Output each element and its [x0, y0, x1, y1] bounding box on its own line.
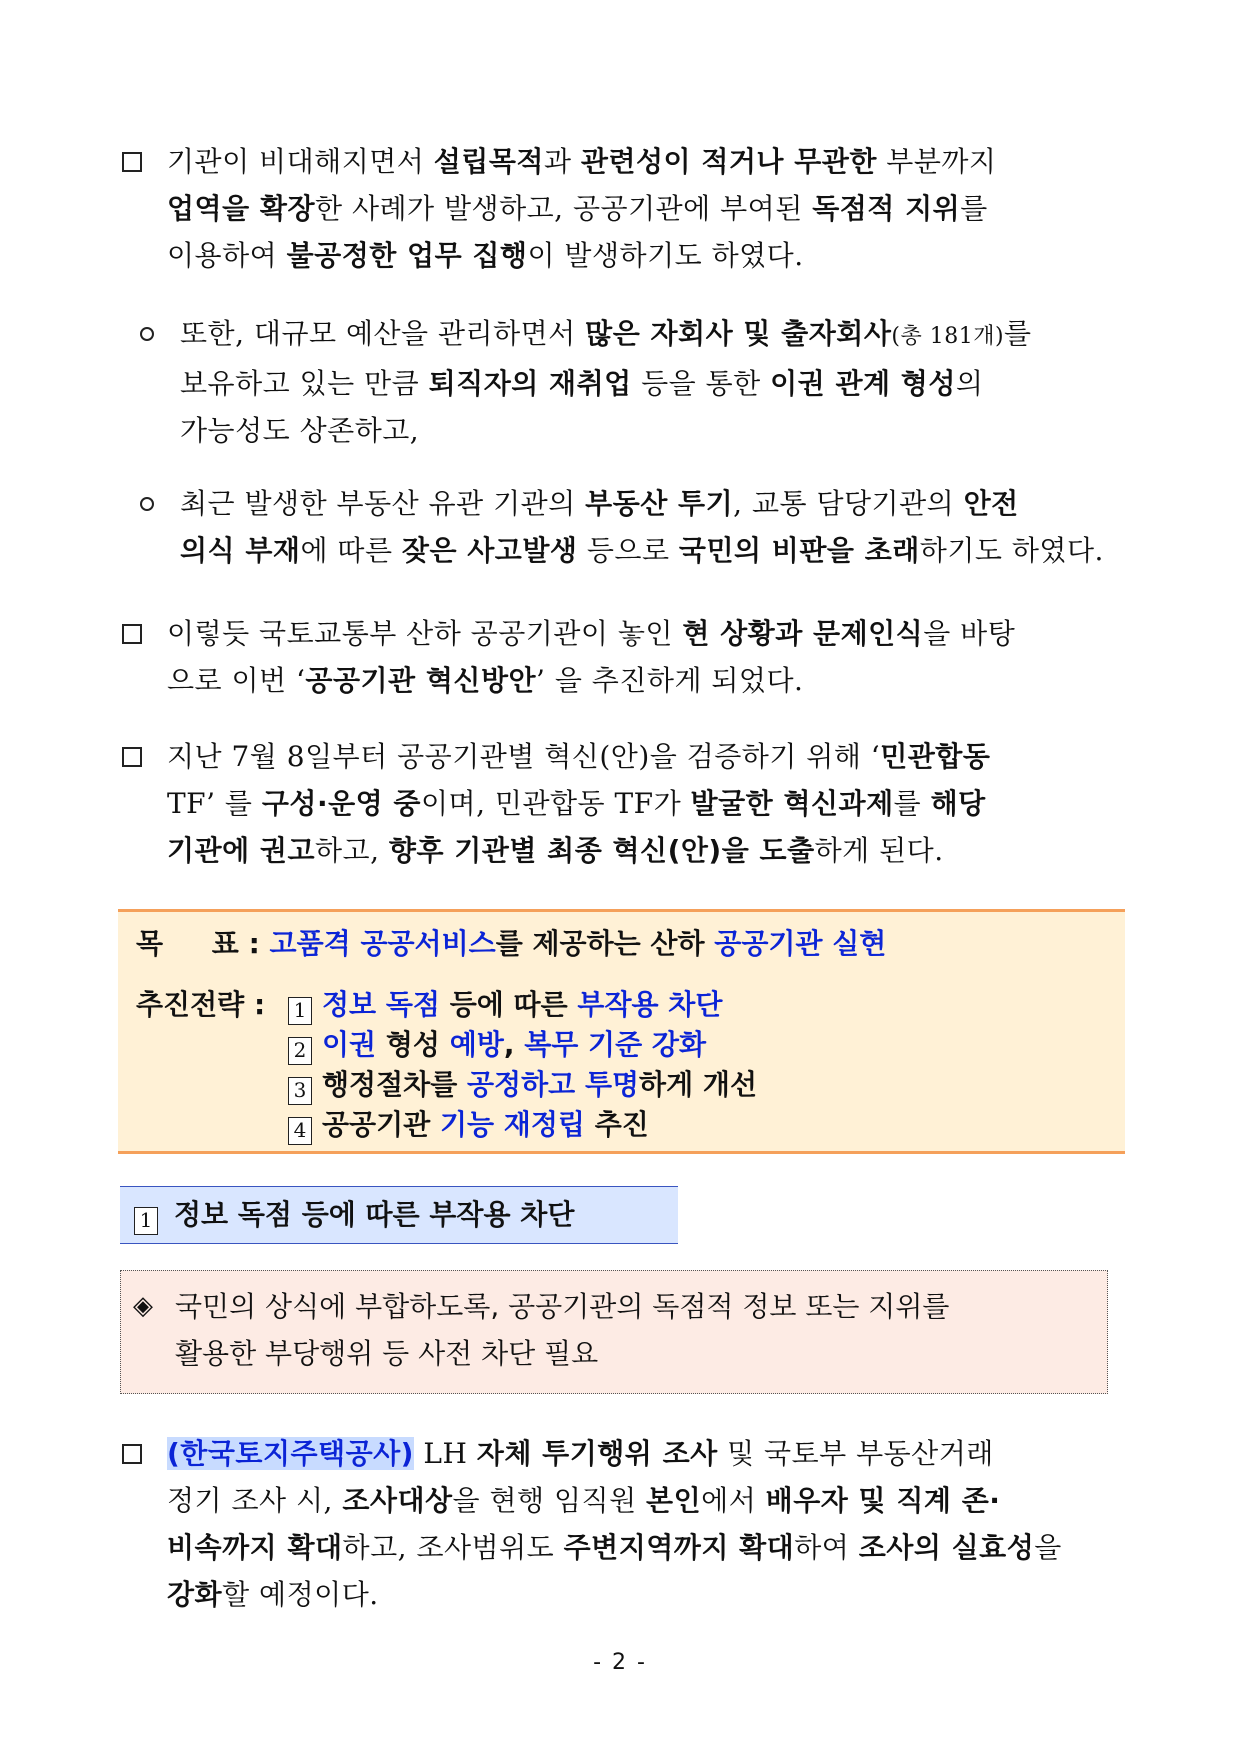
strategy-text: 추진: [584, 1108, 649, 1141]
goal-label: 목 표 :: [136, 927, 260, 960]
paragraph-6: (한국토지주택공사) LH 자체 투기행위 조사 및 국토부 부동산거래 정기 조사 시, 조사대상을 현행 임직원 본인에서 배우자 및 직계 존· 비속까지 확대하고, 조사범위도 주변지역까지 확대하여 조사의 실효성을 강화할 예정이다.: [167, 1437, 1062, 1611]
strategy-number: 4: [288, 1117, 312, 1145]
paragraph-5: 지난 7월 8일부터 공공기관별 혁신(안)을 검증하기 위해 ‘민관합동 TF’ 를 구성·운영 중이며, 민관합동 TF가 발굴한 혁신과제를 해당 기관에 권고하고, 향후 기관별 최종 혁신(안)을 도출하게 된다.: [167, 740, 991, 867]
strategy-text: 부작용 차단: [577, 988, 723, 1021]
note-line: 국민의 상식에 부합하도록, 공공기관의 독점적 정보 또는 지위를: [175, 1290, 950, 1323]
paragraph-1: 기관이 비대해지면서 설립목적과 관련성이 적거나 무관한 부분까지 업역을 확장한 사례가 발생하고, 공공기관에 부여된 독점적 지위를 이용하여 불공정한 업무 집행이 발생하기도 하였다.: [167, 145, 997, 272]
circle-bullet-icon: [140, 497, 154, 511]
strategy-text: 기능 재정립: [439, 1108, 585, 1141]
strategy-number: 2: [288, 1037, 312, 1065]
strategy-text: 예방: [449, 1028, 504, 1061]
section-number: 1: [134, 1207, 158, 1235]
circle-bullet-icon: [140, 327, 154, 341]
strategy-text: 등에 따른: [439, 988, 578, 1021]
strategy-item: [288, 985, 722, 1025]
note-box: [120, 1270, 1108, 1394]
checkbox-square-icon: [122, 152, 142, 172]
checkbox-square-icon: [122, 624, 142, 644]
strategy-text: 형성: [376, 1028, 450, 1061]
page-number: - 2 -: [593, 1650, 647, 1675]
diamond-bullet-icon: ◈: [133, 1291, 153, 1321]
strategy-number: 1: [288, 997, 312, 1025]
strategy-text: 복무 기준 강화: [524, 1028, 706, 1061]
strategy-item: [288, 1065, 757, 1105]
paragraph-4: 이렇듯 국토교통부 산하 공공기관이 놓인 현 상황과 문제인식을 바탕 으로 이번 ‘공공기관 혁신방안’ 을 추진하게 되었다.: [167, 617, 1016, 697]
strategy-item: [288, 1025, 706, 1065]
goal-strategy-box: [118, 909, 1125, 1154]
paragraph-2: 또한, 대규모 예산을 관리하면서 많은 자회사 및 출자회사(총 181개)를 보유하고 있는 만큼 퇴직자의 재취업 등을 통한 이권 관계 형성의 가능성도 상존하고,: [180, 317, 1032, 447]
section-title: 정보 독점 등에 따른 부작용 차단: [174, 1198, 575, 1231]
strategy-label: 추진전략 :: [136, 988, 266, 1021]
strategy-text: ,: [503, 1028, 525, 1061]
strategy-text: 공정하고 투명: [467, 1068, 640, 1101]
checkbox-square-icon: [122, 747, 142, 767]
strategy-text: 행정절차를: [322, 1068, 467, 1101]
strategy-text: 정보 독점: [322, 988, 440, 1021]
paragraph-3: 최근 발생한 부동산 유관 기관의 부동산 투기, 교통 담당기관의 안전 의식 부재에 따른 잦은 사고발생 등으로 국민의 비판을 초래하기도 하였다.: [180, 487, 1104, 567]
strategy-text: 이권: [322, 1028, 377, 1061]
checkbox-square-icon: [122, 1444, 142, 1464]
section-heading: [120, 1186, 678, 1244]
strategy-number: 3: [288, 1077, 312, 1105]
note-line: 활용한 부당행위 등 사전 차단 필요: [175, 1337, 599, 1370]
strategy-text: 공공기관: [322, 1108, 440, 1141]
goal-row: 목 표 : 고품격 공공서비스를 제공하는 산하 공공기관 실현: [136, 927, 887, 960]
strategy-item: [288, 1105, 649, 1145]
strategy-text: 하게 개선: [639, 1068, 757, 1101]
org-highlight: (한국토지주택공사): [167, 1437, 414, 1470]
